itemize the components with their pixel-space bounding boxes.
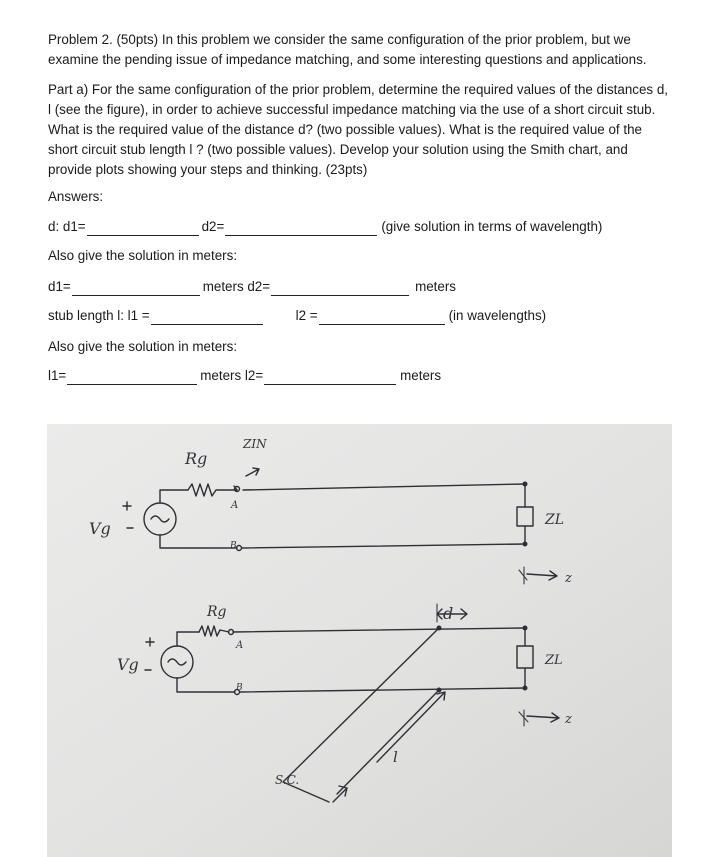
top-node-a-label: A	[231, 500, 239, 511]
l-meters-unit: meters	[400, 368, 442, 383]
answer-row-l-meters	[48, 367, 441, 385]
d1-answer-field[interactable]	[87, 222, 199, 236]
meters-heading-d: Also give the solution in meters:	[48, 248, 238, 263]
l1-meters-field[interactable]	[67, 371, 197, 385]
d2-meters-label: meters d2=	[202, 279, 271, 294]
d2-meters-field[interactable]	[271, 282, 409, 296]
bottom-node-b-label: B	[236, 683, 243, 693]
meters-heading-l: Also give the solution in meters:	[48, 339, 238, 354]
answer-row-stub	[48, 307, 546, 325]
bottom-node-a-label: A	[236, 640, 244, 651]
answer-row-d	[48, 218, 602, 236]
top-vg-label: Vg	[89, 519, 111, 538]
d-meters-unit: meters	[415, 279, 457, 294]
l2-meters-label: meters l2=	[200, 368, 264, 383]
bottom-z-axis-label: z	[565, 712, 572, 727]
d2-label: d2=	[201, 219, 225, 234]
problem-part-a: Part a) For the same configuration of the prior problem, determine the required values of the distances d, l (see the figure), in order to achieve successful impedance matching via the use of a short circuit stub. What is the required value of the distance d? (two possible values). What is the required value of the short circuit stub length l ? (two possible values). Develop your solution using the Smith chart, and provide plots showing your steps and thinking. (23pts)	[48, 82, 669, 177]
problem-intro: Problem 2. (50pts) In this problem we consider the same configuration of the prior problem, but we examine the pending issue of impedance matching, and some interesting questions and applications.	[48, 32, 647, 67]
d1-label: d: d1=	[48, 219, 86, 234]
d1-meters-field[interactable]	[72, 282, 200, 296]
answers-heading: Answers:	[48, 189, 104, 204]
d2-answer-field[interactable]	[225, 222, 377, 236]
circuit-figure-photo	[47, 424, 672, 857]
top-node-b-label: B	[230, 541, 237, 551]
top-zl-label: ZL	[545, 512, 565, 528]
answer-row-d-meters	[48, 278, 456, 296]
l2-meters-field[interactable]	[264, 371, 396, 385]
top-zin-label: ZIN	[243, 437, 267, 451]
top-rg-label: Rg	[185, 449, 208, 468]
l2-label: l2 =	[295, 308, 318, 323]
short-circuit-label: S.C.	[275, 773, 300, 787]
bottom-rg-label: Rg	[207, 604, 227, 620]
l-wavelength-note: (in wavelengths)	[448, 308, 547, 323]
d-wavelength-note: (give solution in terms of wavelength)	[381, 219, 603, 234]
distance-d-label: d	[443, 604, 454, 623]
l1-answer-field[interactable]	[151, 311, 263, 325]
l1-meters-label: l1=	[48, 368, 67, 383]
stub-l1-label: stub length l: l1 =	[48, 308, 150, 323]
bottom-zl-label: ZL	[545, 653, 563, 668]
d1-meters-label: d1=	[48, 279, 71, 294]
bottom-vg-label: Vg	[117, 655, 139, 674]
top-z-axis-label: z	[565, 571, 572, 586]
paper-background	[47, 424, 672, 857]
stub-length-l-label: l	[393, 748, 398, 766]
l2-answer-field[interactable]	[319, 311, 445, 325]
